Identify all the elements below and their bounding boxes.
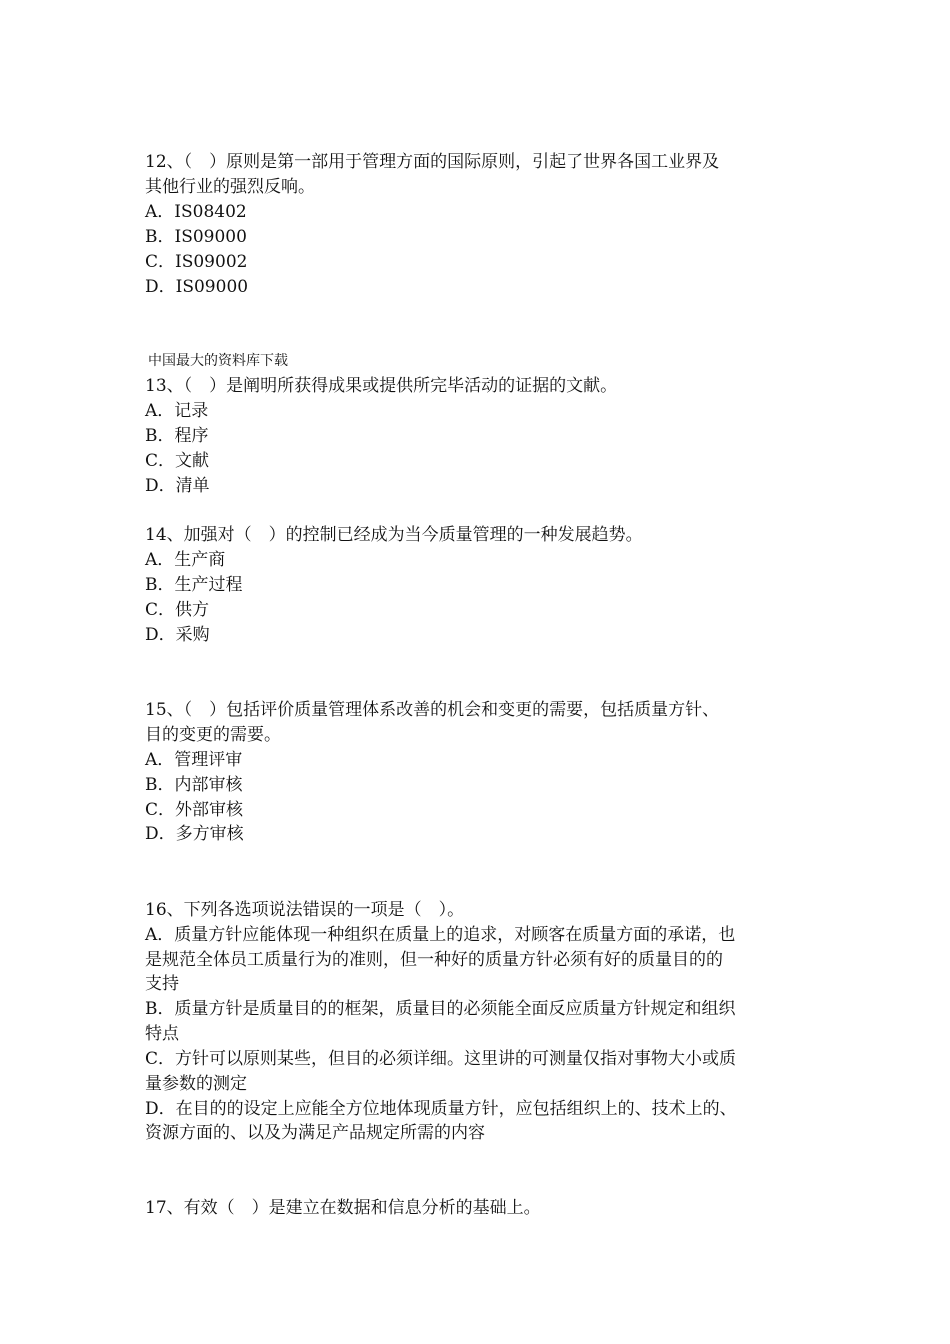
q16-option-c-line-2: 量参数的测定 xyxy=(145,1074,247,1094)
q16-option-b-line-2: 特点 xyxy=(145,1024,179,1044)
q13-option-a: A．记录 xyxy=(145,401,209,421)
q13-option-d: D．清单 xyxy=(145,476,210,496)
q12-option-d: D．IS09000 xyxy=(145,277,249,297)
q15-stem-line-2: 目的变更的需要。 xyxy=(145,725,281,745)
q12-stem-line-2: 其他行业的强烈反响。 xyxy=(145,177,315,197)
q14-option-c: C．供方 xyxy=(145,600,210,620)
watermark-note: 中国最大的资料库下载 xyxy=(148,353,288,369)
q15-option-a: A．管理评审 xyxy=(145,750,243,770)
q16-option-a-line-1: A．质量方针应能体现一种组织在质量上的追求，对顾客在质量方面的承诺，也 xyxy=(145,925,736,945)
q14-option-d: D．采购 xyxy=(145,625,210,645)
q13-stem: 13、（ ）是阐明所获得成果或提供所完毕活动的证据的文献。 xyxy=(145,376,618,396)
q16-option-d-line-1: D．在目的的设定上应能全方位地体现质量方针，应包括组织上的、技术上的、 xyxy=(145,1099,737,1119)
q12-option-a: A．IS08402 xyxy=(145,202,247,222)
q12-stem-line-1: 12、（ ）原则是第一部用于管理方面的国际原则，引起了世界各国工业界及 xyxy=(145,152,720,172)
q15-option-d: D．多方审核 xyxy=(145,824,244,844)
q12-option-c: C．IS09002 xyxy=(145,252,248,272)
q15-stem-line-1: 15、（ ）包括评价质量管理体系改善的机会和变更的需要，包括质量方针、 xyxy=(145,700,720,720)
q16-option-a-line-2: 是规范全体员工质量行为的准则，但一种好的质量方针必须有好的质量目的的 xyxy=(145,950,723,970)
q16-stem: 16、下列各选项说法错误的一项是（ ）。 xyxy=(145,900,465,920)
q15-option-b: B．内部审核 xyxy=(145,775,243,795)
q17-stem: 17、有效（ ）是建立在数据和信息分析的基础上。 xyxy=(145,1198,541,1218)
q14-option-a: A．生产商 xyxy=(145,550,226,570)
q16-option-b-line-1: B．质量方针是质量目的的框架，质量目的必须能全面反应质量方针规定和组织 xyxy=(145,999,736,1019)
q15-option-c: C．外部审核 xyxy=(145,800,244,820)
q16-option-c-line-1: C．方针可以原则某些，但目的必须详细。这里讲的可测量仅指对事物大小或质 xyxy=(145,1049,737,1069)
q16-option-d-line-2: 资源方面的、以及为满足产品规定所需的内容 xyxy=(145,1123,485,1143)
q16-option-a-line-3: 支持 xyxy=(145,974,179,994)
q14-stem: 14、加强对（ ）的控制已经成为当今质量管理的一种发展趋势。 xyxy=(145,525,643,545)
q14-option-b: B．生产过程 xyxy=(145,575,243,595)
q13-option-c: C．文献 xyxy=(145,451,210,471)
q12-option-b: B．IS09000 xyxy=(145,227,247,247)
q13-option-b: B．程序 xyxy=(145,426,209,446)
